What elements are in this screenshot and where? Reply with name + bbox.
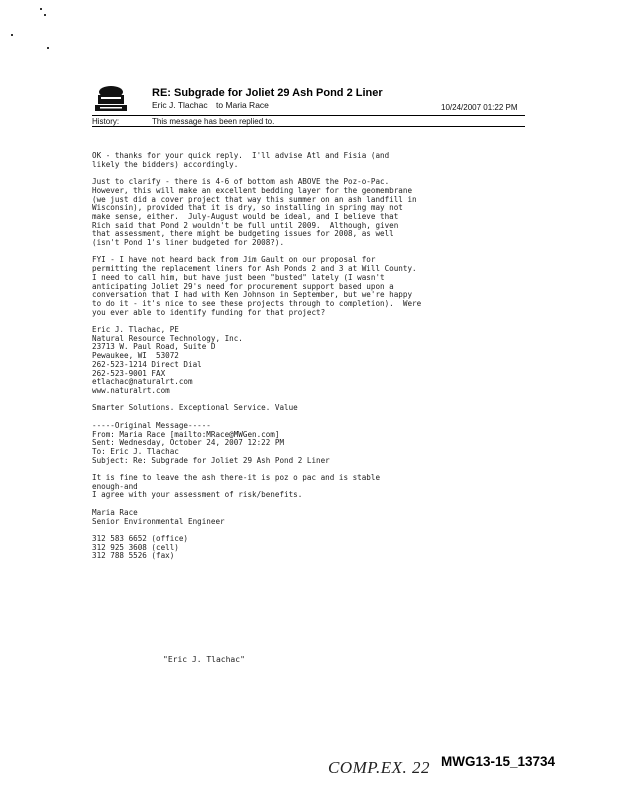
body-line: Wisconsin), provided that it is dry, so installing in spring may not [92,203,403,213]
email-client-logo-icon [92,83,130,113]
history-text: This message has been replied to. [152,117,275,126]
sender-name: Eric J. Tlachac [152,100,208,110]
email-subject: RE: Subgrade for Joliet 29 Ash Pond 2 Liner [152,87,383,99]
recipient-name: Maria Race [225,100,269,110]
body-line: (we just did a cover project that way this summer on an ash landfill in [92,194,417,204]
body-line: 312 583 6652 (office) [92,533,189,543]
exhibit-stamp: COMP.EX. 22 [328,758,430,777]
body-line: Just to clarify - there is 4-6 of bottom ash ABOVE the Poz-o-Pac. [92,177,390,187]
scan-speck [44,14,46,16]
scan-speck [40,8,42,10]
body-line: Rich said that Pond 2 wouldn't be full until 2009. Although, given [92,220,399,230]
email-datetime: 10/24/2007 01:22 PM [441,103,518,112]
to-label: to [215,100,224,110]
body-line: to do it - it's nice to see these projects through to completion). Were [92,298,422,308]
body-line: Sent: Wednesday, October 24, 2007 12:22 PM [92,438,285,448]
body-line: Subject: Re: Subgrade for Joliet 29 Ash Pond 2 Liner [92,455,330,465]
body-line: likely the bidders) accordingly. [92,159,239,169]
body-line: I need to call him, but have just been "busted" lately (I wasn't [92,272,385,282]
body-line: OK - thanks for your quick reply. I'll advise Atl and Fisia (and [92,151,390,160]
bates-number: MWG13-15_13734 [441,754,556,769]
history-label: History: [92,117,120,126]
body-line: To: Eric J. Tlachac [92,446,179,456]
body-line: Pewaukee, WI 53072 [92,351,179,361]
body-line: Maria Race [92,507,138,517]
body-line: I agree with your assessment of risk/benefits. [92,490,303,500]
body-line: 262-523-9001 FAX [92,368,166,378]
body-line [92,500,532,509]
body-line: Smarter Solutions. Exceptional Service. Value [92,403,298,413]
body-line: (isn't Pond 1's liner budgeted for 2008?). [92,238,285,248]
body-line: It is fine to leave the ash there-it is poz o pac and is stable [92,473,381,483]
scan-speck [11,34,13,36]
body-line: Natural Resource Technology, Inc. [92,333,243,343]
body-line: From: Maria Race [mailto:MRace@MWGen.com] [92,429,280,439]
body-line: that assessment, there might be budgeting issues for 2008, as well [92,229,394,239]
body-line: Senior Environmental Engineer [92,516,225,526]
body-line: www.naturalrt.com [92,385,170,395]
email-body [92,152,532,561]
body-line: 312 788 5526 (fax) [92,551,175,561]
body-line: Eric J. Tlachac, PE [92,325,179,335]
body-line: enough-and [92,481,138,491]
body-line: However, this will make an excellent bedding layer for the geomembrane [92,185,413,195]
body-line: permitting the replacement liners for Ash Ponds 2 and 3 at Will County. [92,264,417,274]
body-line: 23713 W. Paul Road, Suite D [92,342,216,352]
body-line: etlachac@naturalrt.com [92,377,193,387]
email-from-line [152,100,269,110]
body-line: anticipating Joliet 29's need for procurement support based upon a [92,281,394,291]
body-line: 262-523-1214 Direct Dial [92,359,202,369]
body-line: conversation that I had with Ken Johnson in September, but we're happy [92,290,413,300]
body-line: 312 925 3608 (cell) [92,542,179,552]
scan-speck [47,47,49,49]
body-line: you ever able to identify funding for that project? [92,307,326,317]
body-line: make sense, either. July-August would be ideal, and I believe that [92,211,399,221]
signature-quote: "Eric J. Tlachac" [163,655,245,664]
body-line: -----Original Message----- [92,420,211,430]
body-line: FYI - I have not heard back from Jim Gault on our proposal for [92,255,376,265]
